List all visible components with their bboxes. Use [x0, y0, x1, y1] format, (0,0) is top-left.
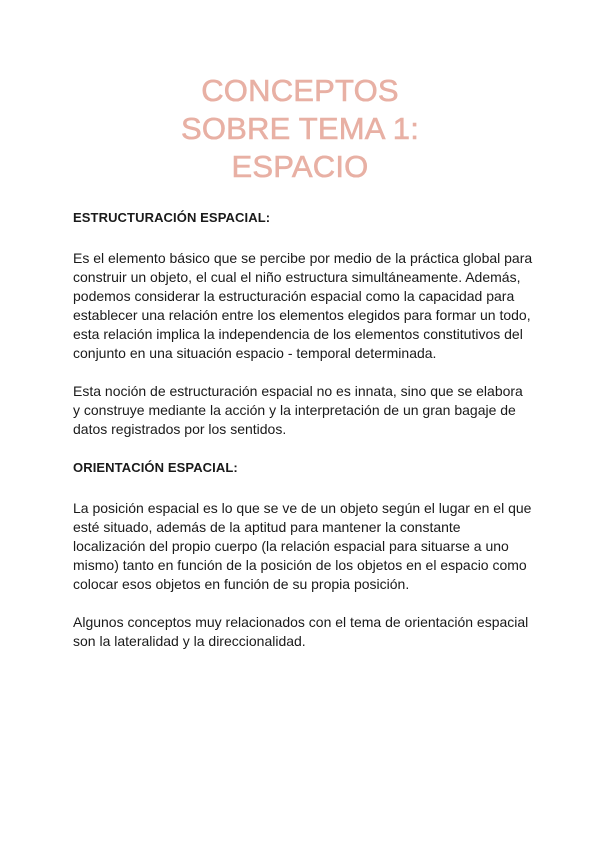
paragraph: Algunos conceptos muy relacionados con el tema de orientación espacial son la lateralidad y la direccionalidad. — [73, 614, 529, 649]
paragraph: Esta noción de estructuración espacial no es innata, sino que se elabora y construye mediante la acción y la interpretación de un gran bagaje de datos registrados por los sentidos. — [73, 383, 523, 437]
section-heading: ORIENTACIÓN ESPACIAL: — [73, 460, 238, 475]
title-line: SOBRE TEMA 1: — [180, 111, 420, 146]
document-body — [73, 208, 533, 670]
title-line: ESPACIO — [231, 149, 369, 184]
section-orientacion — [73, 458, 533, 651]
document-title — [0, 72, 600, 186]
section-heading: ESTRUCTURACIÓN ESPACIAL: — [73, 210, 271, 225]
section-estructuracion — [73, 208, 533, 439]
paragraph: La posición espacial es lo que se ve de un objeto según el lugar en el que esté situado, además de la aptitud para mantener la constante localización del propio cuerpo (la relación espacial para situarse a uno mismo) tanto en función de la posición de los objetos en el espacio como colocar esos objetos en función de su propia posición. — [73, 500, 532, 592]
paragraph: Es el elemento básico que se percibe por medio de la práctica global para construir un objeto, el cual el niño estructura simultáneamente. Además, podemos considerar la estructuración espacial como la capacidad para establecer una relación entre los elementos elegidos para formar un todo, esta relación implica la independencia de los elementos constitutivos del conjunto en una situación espacio - temporal determinada. — [73, 250, 533, 361]
title-line: CONCEPTOS — [201, 73, 399, 108]
